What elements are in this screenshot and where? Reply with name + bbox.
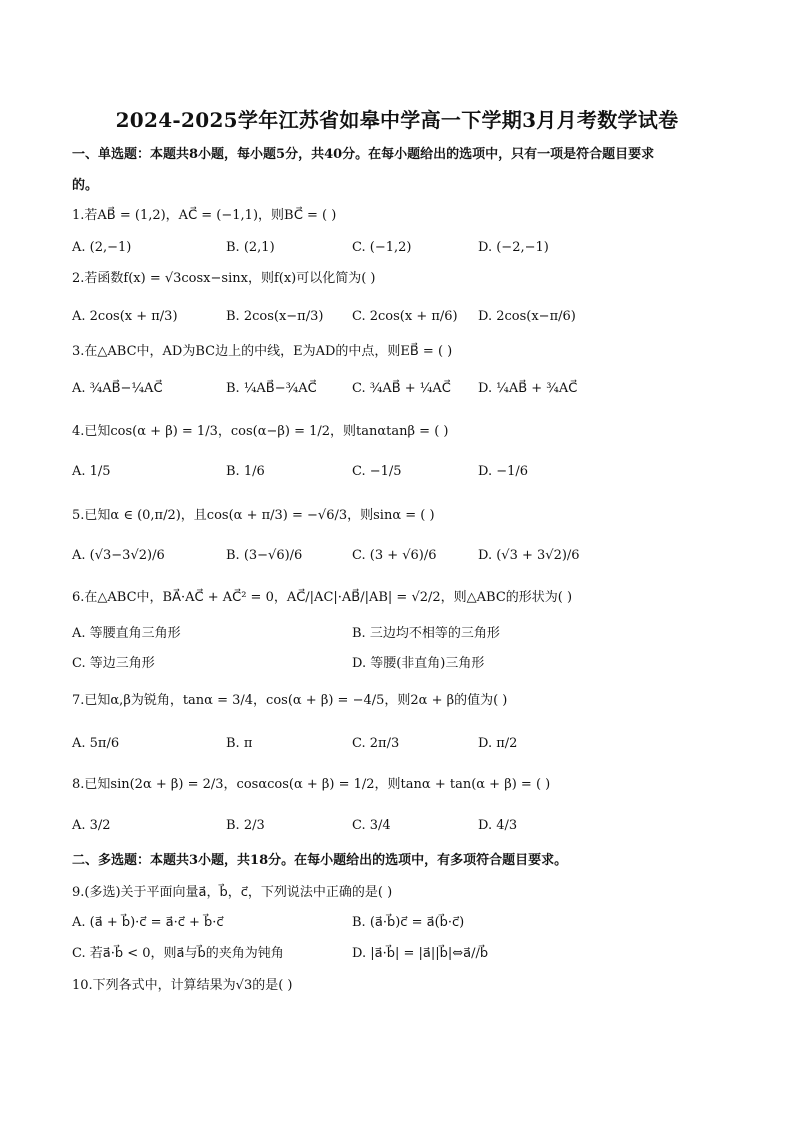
option-c: C. (−1,2) [352, 240, 412, 255]
section1-heading-cont: 的。 [72, 178, 99, 193]
option-b: B. 三边均不相等的三角形 [352, 626, 500, 641]
option-b: B. (2,1) [226, 240, 275, 255]
option-c: C. 3/4 [352, 818, 391, 833]
option-b: B. (a⃗·b⃗)c⃗ = a⃗(b⃗·c⃗) [352, 915, 465, 930]
option-a: A. 2cos(x + π/3) [72, 309, 178, 324]
question-stem: 10.下列各式中，计算结果为√3的是( ) [72, 978, 293, 993]
option-b: B. 1/6 [226, 464, 265, 479]
option-b: B. (3−√6)/6 [226, 548, 303, 563]
option-d: D. |a⃗·b⃗| = |a⃗||b⃗|⇔a⃗//b⃗ [352, 946, 489, 961]
option-c: C. (3 + √6)/6 [352, 548, 437, 563]
option-d: D. (√3 + 3√2)/6 [478, 548, 580, 563]
question-stem: 4.已知cos(α + β) = 1/3，cos(α−β) = 1/2，则tanαtanβ = ( ) [72, 424, 449, 439]
option-b: B. 2/3 [226, 818, 265, 833]
option-a: A. 1/5 [72, 464, 111, 479]
option-a: A. (√3−3√2)/6 [72, 548, 165, 563]
option-b: B. π [226, 736, 253, 751]
option-d: D. 4/3 [478, 818, 518, 833]
option-b: B. ¼AB⃗−¾AC⃗ [226, 381, 317, 396]
option-c: C. 2cos(x + π/6) [352, 309, 458, 324]
option-a: A. 等腰直角三角形 [72, 626, 181, 641]
section2-heading: 二、多选题：本题共3小题，共18分。在每小题给出的选项中，有多项符合题目要求。 [72, 853, 568, 868]
option-a: A. (2,−1) [72, 240, 132, 255]
question-stem: 3.在△ABC中，AD为BC边上的中线，E为AD的中点，则EB⃗ = ( ) [72, 344, 453, 359]
page-title: 2024-2025学年江苏省如皋中学高一下学期3月月考数学试卷 [115, 108, 679, 132]
question-stem: 1.若AB⃗ = (1,2)，AC⃗ = (−1,1)，则BC⃗ = ( ) [72, 208, 337, 223]
option-c: C. 若a⃗·b⃗ < 0，则a⃗与b⃗的夹角为钝角 [72, 946, 284, 961]
option-d: D. 2cos(x−π/6) [478, 309, 576, 324]
option-b: B. 2cos(x−π/3) [226, 309, 324, 324]
option-d: D. −1/6 [478, 464, 529, 479]
option-d: D. π/2 [478, 736, 518, 751]
option-c: C. 2π/3 [352, 736, 400, 751]
option-d: D. ¼AB⃗ + ¾AC⃗ [478, 381, 578, 396]
option-c: C. 等边三角形 [72, 656, 155, 671]
question-stem: 7.已知α,β为锐角，tanα = 3/4，cos(α + β) = −4/5，则2α + β的值为( ) [72, 693, 508, 708]
question-stem: 5.已知α ∈ (0,π/2)，且cos(α + π/3) = −√6/3，则sinα = ( ) [72, 508, 435, 523]
option-d: D. 等腰(非直角)三角形 [352, 656, 485, 671]
question-stem: 8.已知sin(2α + β) = 2/3，cosαcos(α + β) = 1/2，则tanα + tan(α + β) = ( ) [72, 777, 551, 792]
section1-heading: 一、单选题：本题共8小题，每小题5分，共40分。在每小题给出的选项中，只有一项是符合题目要求 [72, 147, 655, 162]
question-stem: 2.若函数f(x) = √3cosx−sinx，则f(x)可以化简为( ) [72, 271, 376, 286]
question-stem: 9.(多选)关于平面向量a⃗，b⃗，c⃗，下列说法中正确的是( ) [72, 885, 393, 900]
option-a: A. ¾AB⃗−¼AC⃗ [72, 381, 163, 396]
option-a: A. 3/2 [72, 818, 111, 833]
option-c: C. −1/5 [352, 464, 402, 479]
option-d: D. (−2,−1) [478, 240, 549, 255]
question-stem: 6.在△ABC中，BA⃗·AC⃗ + AC⃗² = 0，AC⃗/|AC|·AB⃗/|AB| = √2/2，则△ABC的形状为( ) [72, 590, 573, 605]
option-a: A. (a⃗ + b⃗)·c⃗ = a⃗·c⃗ + b⃗·c⃗ [72, 915, 224, 930]
option-a: A. 5π/6 [72, 736, 120, 751]
option-c: C. ¾AB⃗ + ¼AC⃗ [352, 381, 451, 396]
